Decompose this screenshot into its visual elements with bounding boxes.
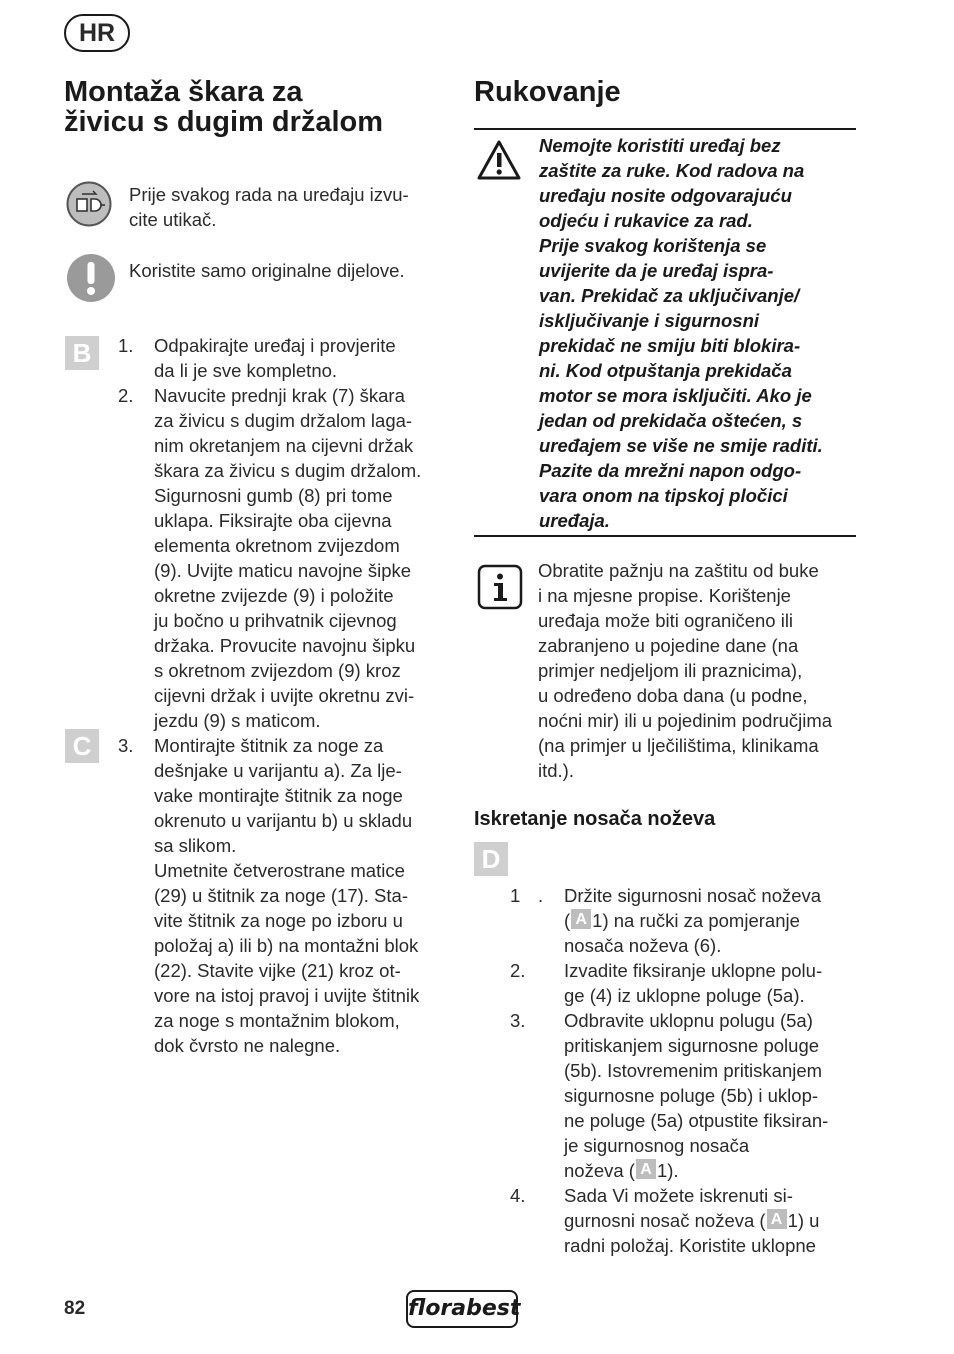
section-title-assembly: Montaža škara za živicu s dugim držalom: [64, 76, 384, 138]
list-item: 4. Sada Vi možete iskrenuti si- gurnosni nosač noževa ( A 1) u radni položaj. Koristite uklopne: [510, 1185, 820, 1256]
page-number: 82: [64, 1298, 86, 1319]
blade-carrier-steps: [510, 883, 870, 1258]
list-item: 2. Izvadite fiksiranje uklopne polu- ge (4) iz uklopne poluge (5a).: [510, 960, 823, 1006]
noise-info-note: Obratite pažnju na zaštitu od buke i na mjesne propise. Korištenje uređaja može biti ograničeno ili zabranjeno u pojedine dane (na primjer nedjeljom ili praznicima), u određeno doba dana (u podne, noćni mir) ili u pojedinim područjima (na primjer u lječilištima, klinikama itd.).: [538, 560, 833, 781]
exclamation-icon: [66, 253, 116, 303]
figure-ref-b: B: [65, 336, 99, 370]
list-item: 3. Montirajte štitnik za noge za dešnjake u varijantu a). Za lje- vake montirajte štitnik za noge okrenuto u varijantu b) u skladu sa slikom. Umetnite četverostrane matice (29) u štitnik za noge (17). Sta- vite štitnik za noge po izboru u položaj a) ili b) na montažni blok (22). Stavite vijke (21) kroz ot- vore na istoj pravoj i uvijte štitnik za noge s montažnim blokom, dok čvrsto ne nalegne.: [118, 735, 420, 1056]
note-original-parts: Koristite samo originalne dijelove.: [129, 260, 405, 281]
assembly-steps: [118, 333, 448, 1058]
brand-logo: florabest: [406, 1290, 518, 1328]
list-item: 2. Navucite prednji krak (7) škara za živicu s dugim držalom laga- nim okretanjem na cijevni držak škara za živicu s dugim držalom. Sigurnosni gumb (8) pri tome uklapa. Fiksirajte oba cijevna elementa okretnom zvijezdom (9). Uvijte maticu navojne šipke okretne zvijezde (9) i položite ju bočno u prihvatnik cijevnog držaka. Provucite navojnu šipku s okretnom zvijezdom (9) kroz cijevni držak i uvijte okretnu zvi- jezdu (9) s maticom.: [118, 385, 422, 731]
figure-ref-a: A: [571, 909, 591, 929]
section-title-operation: Rukovanje: [474, 76, 621, 108]
safety-warning: Nemojte koristiti uređaj bez zaštite za ruke. Kod radova na uređaju nosite odgovarajuću odjeću i rukavice za rad. Prije svakog korištenja se uvijerite da je uređaj ispra- van. Prekidač za uključivanje/ isključivanje i sigurnosni prekidač ne smiju biti blokira- ni. Kod otpuštanja prekidača motor se mora isključiti. Ako je jedan od prekidača oštećen, s uređajem se više ne smije raditi. Pazite da mrežni napon odgo- vara onom na tipskoj pločici uređaja.: [539, 135, 823, 531]
list-item: 3. Odbravite uklopnu polugu (5a) pritiskanjem sigurnosne poluge (5b). Istovremenim pritiskanjem sigurnosne poluge (5b) i uklop- ne poluge (5a) otpustite fiksiran- je sigurnosnog nosača noževa ( A 1).: [510, 1010, 829, 1181]
unplug-icon: [66, 181, 112, 227]
list-item: 1 . Držite sigurnosni nosač noževa ( A 1) na ručki za pomjeranje nosača noževa (6).: [510, 885, 822, 956]
info-icon: [477, 564, 523, 610]
figure-ref-d: D: [474, 842, 508, 876]
warning-triangle-icon: [476, 139, 522, 181]
figure-ref-c: C: [65, 729, 99, 763]
warning-rule-bottom: [474, 535, 856, 537]
warning-rule-top: [474, 128, 856, 130]
subheading-blade-carrier: Iskretanje nosača noževa: [474, 808, 716, 830]
list-item: 1. Odpakirajte uređaj i provjerite da li je sve kompletno.: [118, 335, 396, 381]
note-unplug: Prije svakog rada na uređaju izvu- cite utikač.: [129, 184, 409, 230]
figure-ref-a: A: [767, 1209, 787, 1229]
language-badge: HR: [64, 14, 130, 52]
figure-ref-a: A: [636, 1159, 656, 1179]
